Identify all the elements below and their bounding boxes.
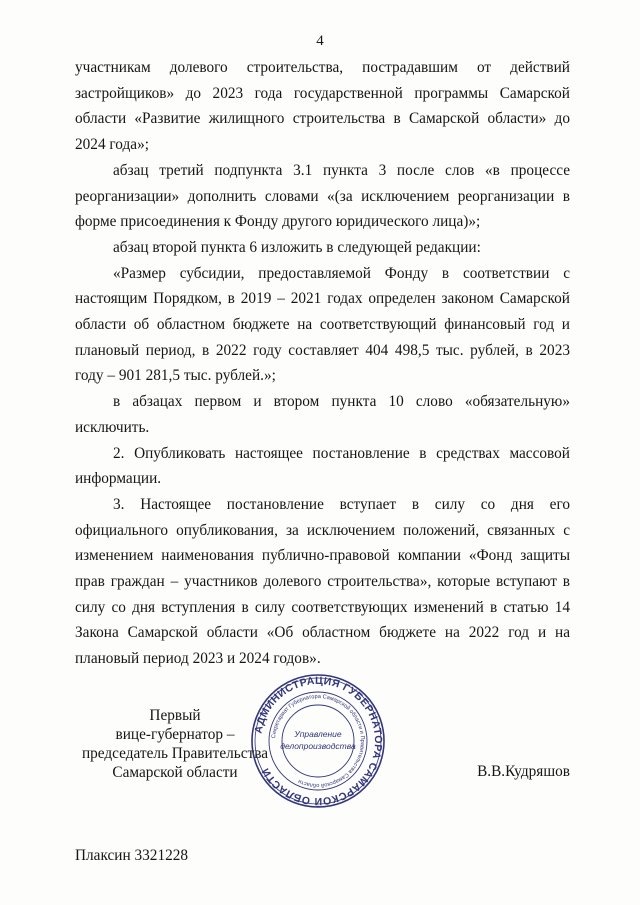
seal-inner-text: Секретариат Губернатора Самарской области и Правительства Самарской области — [271, 693, 366, 789]
signatory-line-4: Самарской области — [112, 764, 238, 781]
seal-outer-text: АДМИНИСТРАЦИЯ ГУБЕРНАТОРА САМАРСКОЙ ОБЛАСТИ — [252, 674, 385, 808]
paragraph-2: абзац третий подпункта 3.1 пункта 3 после слов «в процессе реорганизации» дополнить словами «(за исключением реорганизации в форме присоединения к Фонду другого юридического лица)»; — [75, 161, 570, 231]
signatory-name: В.В.Кудряшов — [477, 763, 570, 780]
paragraph-1: участникам долевого строительства, пострадавшим от действий застройщиков» до 2023 года государственной программы Самарской области «Развитие жилищного строительства в Самарской области» до 2024 года»; — [75, 59, 570, 154]
seal-center-line-2: делопроизводства — [280, 741, 356, 751]
signatory-line-2: вице-губернатор – — [115, 726, 235, 743]
executor-note: Плаксин 3321228 — [75, 847, 189, 864]
paragraph-6: 2. Опубликовать настоящее постановление в средствах массовой информации. — [75, 444, 570, 488]
paragraph-5: в абзацах первом и втором пункта 10 слово «обязательную» исключить. — [75, 393, 570, 436]
page-number: 4 — [316, 33, 324, 49]
seal-center-line-1: Управление — [294, 729, 342, 739]
paragraph-4: «Размер субсидии, предоставляемой Фонду в соответствии с настоящим Порядком, в 2019 – 2021 годах определен законом Самарской области об областном бюджете на соответствующий финансовый год и плановый период, в 2022 году составляет 404 498,5 тыс. рублей, в 2023 году – 901 281,5 тыс. рублей.»; — [75, 264, 570, 385]
paragraph-3: абзац второй пункта 6 изложить в следующей редакции: — [113, 238, 481, 256]
signatory-position — [80, 706, 270, 782]
paragraph-7: 3. Настоящее постановление вступает в силу со дня его официального опубликования, за исключением положений, связанных с изменением наименования публично-правовой компании «Фонд защиты прав граждан – участников долевого строительства», которые вступают в силу со дня вступления в силу соответствующих изменений в статью 14 Закона Самарской области «Об областном бюджете на 2022 год и на плановый период 2023 и 2024 годов». — [75, 495, 570, 668]
official-seal — [250, 673, 386, 809]
signatory-line-1: Первый — [149, 707, 201, 724]
document-body — [75, 55, 570, 672]
signatory-line-3: председатель Правительства — [81, 745, 269, 762]
